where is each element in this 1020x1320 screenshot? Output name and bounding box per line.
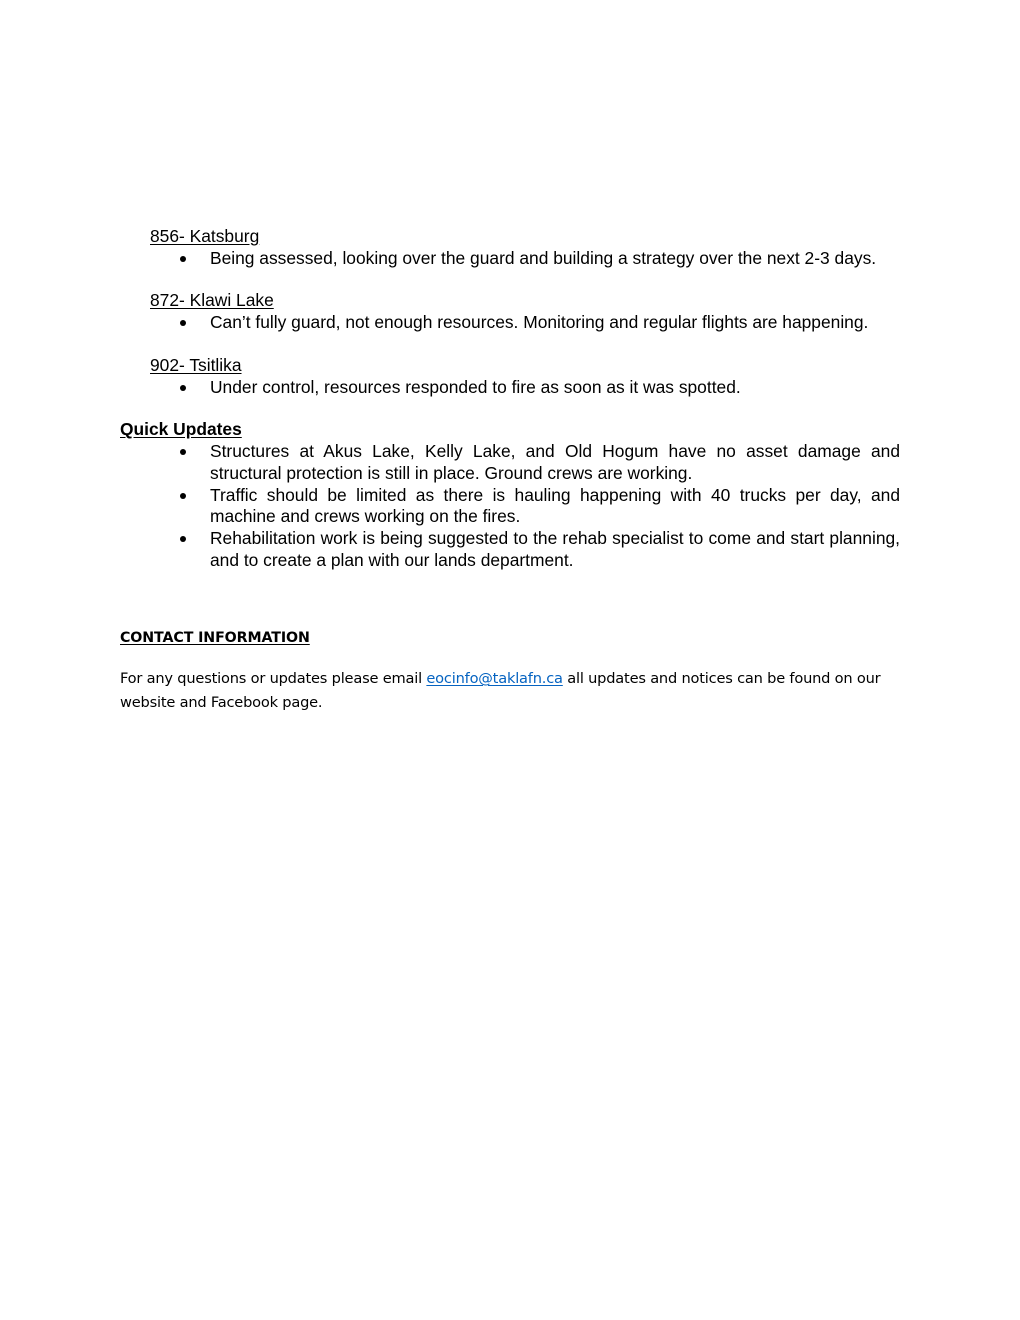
contact-heading: CONTACT INFORMATION [120,630,310,646]
quick-updates-heading: Quick Updates [120,419,242,439]
contact-text-before: For any questions or updates please email [120,670,427,687]
fire-902-bullets [150,377,900,399]
contact-paragraph [120,667,900,715]
list-item: Can’t fully guard, not enough resources. Monitoring and regular flights are happening. [150,312,900,334]
list-item: Rehabilitation work is being suggested to the rehab specialist to come and start planning, and to create a plan with our lands department. [120,528,900,571]
fire-872-bullets [150,312,900,334]
fire-title-856: 856- Katsburg [150,226,260,246]
fire-856-bullets [150,248,900,270]
list-item: Structures at Akus Lake, Kelly Lake, and Old Hogum have no asset damage and structural protection is still in place. Ground crews are working. [120,441,900,484]
list-item: Being assessed, looking over the guard and building a strategy over the next 2-3 days. [150,248,900,270]
list-item: Under control, resources responded to fire as soon as it was spotted. [150,377,900,399]
contact-email-link[interactable]: eocinfo@taklafn.ca [426,670,563,687]
quick-updates-list [120,441,900,572]
list-item: Traffic should be limited as there is hauling happening with 40 trucks per day, and machine and crews working on the fires. [120,485,900,528]
fire-title-872: 872- Klawi Lake [150,290,274,310]
contact-text-after: all updates and notices can be found on our website and Facebook page. [120,670,881,711]
fire-title-902: 902- Tsitlika [150,355,242,375]
